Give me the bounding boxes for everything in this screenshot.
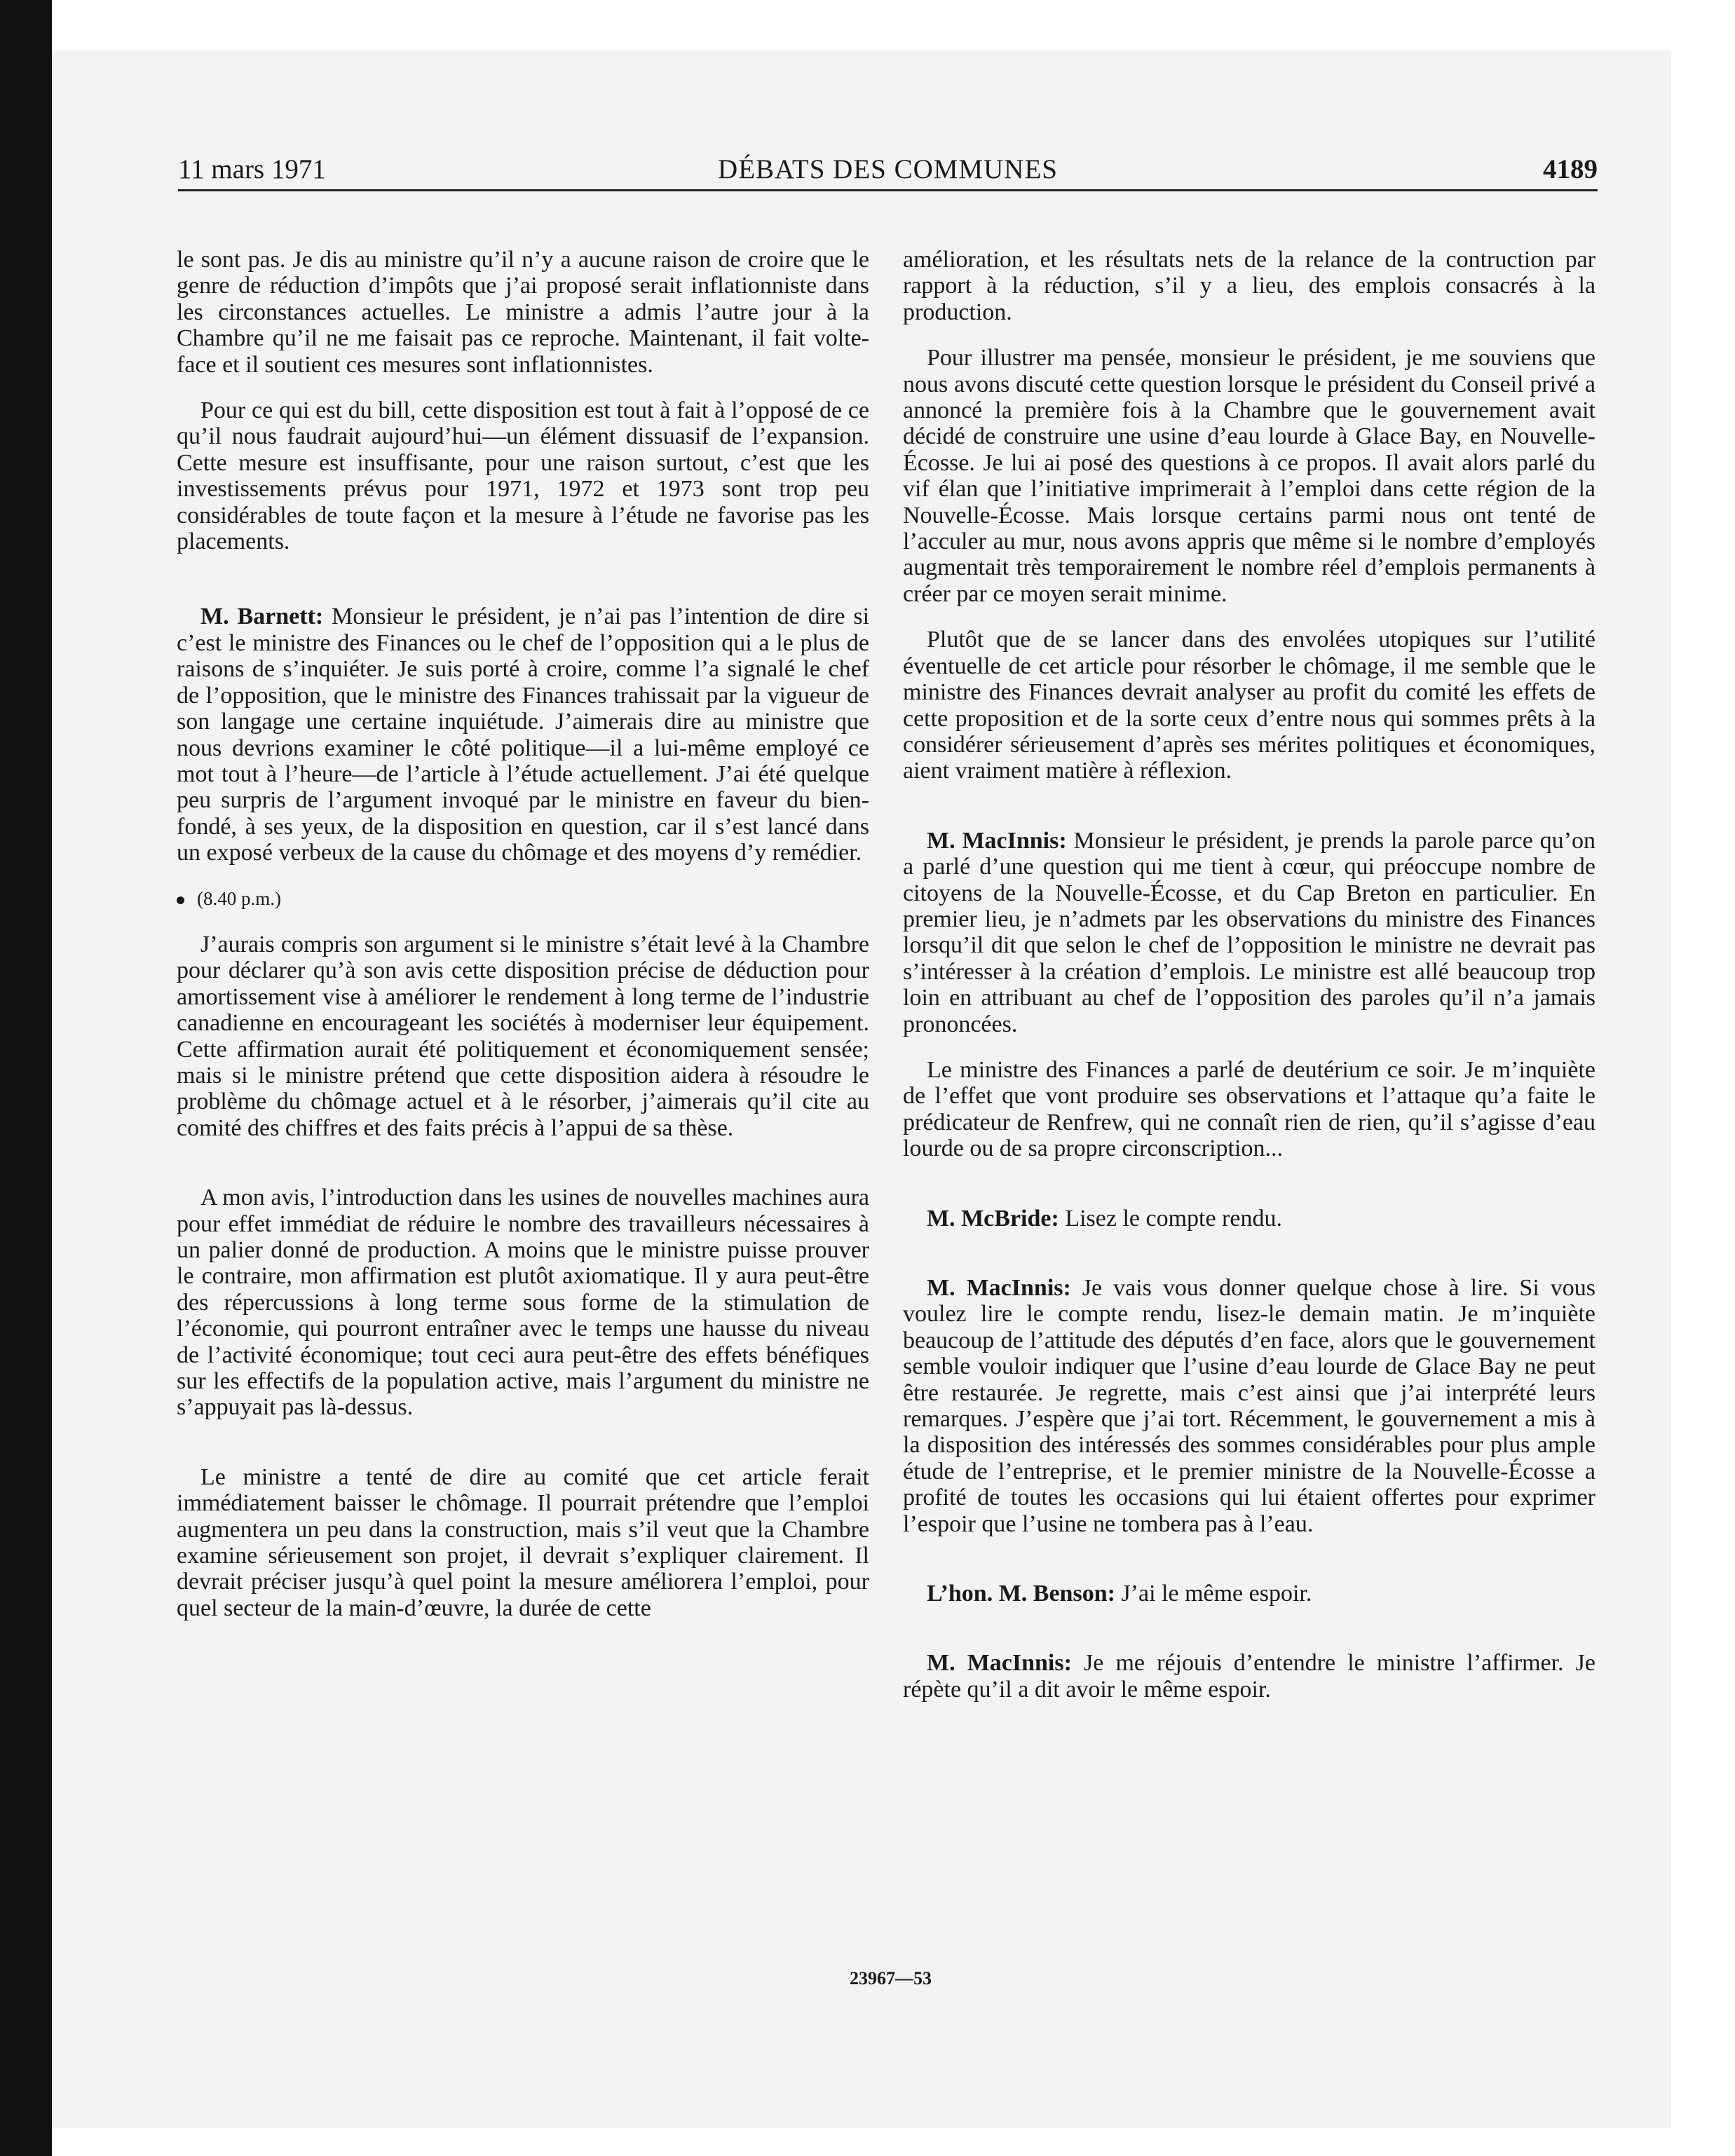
speaker-name: M. McBride: (927, 1205, 1059, 1231)
scan-border-top (52, 0, 1735, 50)
speech-text: J’ai le même espoir. (1121, 1581, 1312, 1607)
speaker-name: M. Barnett: (200, 603, 324, 630)
paragraph: le sont pas. Je dis au ministre qu’il n’y a aucune raison de croire que le genre de réduction d’impôts que j’ai proposé serait inflationniste dans les circonstances actuelles. Le ministre a admis l’autre jour à la Chambre qu’il ne me faisait pas ce reproche. Maintenant, il fait volte-face et il soutient ces mesures sont inflationnistes. (177, 247, 869, 378)
speaker-name: M. MacInnis: (927, 1650, 1072, 1677)
paragraph: Pour ce qui est du bill, cette disposition est tout à fait à l’opposé de ce qu’il nous faudrait aujourd’hui—un élément dissuasif de l’expansion. Cette mesure est insuffisante, pour une raison surtout, c’est que les investissements prévus pour 1971, 1972 et 1973 sont trop peu considérables de toute façon et la mesure à l’étude ne favorise pas les placements. (177, 397, 869, 555)
speech-paragraph (903, 1206, 1595, 1231)
left-column (177, 247, 869, 1641)
header-title: DÉBATS DES COMMUNES (718, 154, 1058, 184)
paragraph: Le ministre a tenté de dire au comité que cet article ferait immédiatement baisser le chômage. Il pourrait prétendre que l’emploi augmentera un peu dans la construction, mais s’il veut que la Chambre examine sérieusement son projet, il devrait s’expliquer clairement. Il devrait préciser jusqu’à quel point la mesure améliorera l’emploi, pour quel secteur de la main-d’œuvre, la durée de cette (177, 1464, 869, 1621)
paragraph: Plutôt que de se lancer dans des envolées utopiques sur l’utilité éventuelle de cet article pour résorber le chômage, il me semble que le ministre des Finances devrait analyser au profit du comité les effets de cette proposition et de la sorte ceux d’entre nous qui sommes prêts à la considérer sérieusement d’après ses mérites politiques et économiques, aient vraiment matière à réflexion. (903, 627, 1595, 784)
bullet-icon (177, 896, 184, 904)
speaker-name: L’hon. M. Benson: (927, 1581, 1115, 1607)
page-header (178, 153, 1598, 191)
speaker-name: M. MacInnis: (927, 827, 1067, 854)
scan-border-right (1707, 0, 1735, 2156)
speech-paragraph (903, 1275, 1595, 1537)
speech-text: Monsieur le président, je prends la parole parce qu’on a parlé d’une question qui me tient à cœur, qui préoccupe nombre de citoyens de la Nouvelle-Écosse, et du Cap Breton en particulier. En premier lieu, je n’admets par les observations du ministre des Finances lorsqu’il dit que selon le chef de l’opposition le ministre ne devrait pas s’intéresser à la création d’emplois. Le ministre est allé beaucoup trop loin en attribuant au chef de l’opposition des paroles qu’il n’a jamais prononcées. (903, 827, 1595, 1037)
paragraph: amélioration, et les résultats nets de la relance de la contruction par rapport à la réduction, s’il y a lieu, des emplois consacrés à la production. (903, 247, 1595, 325)
paragraph: A mon avis, l’introduction dans les usines de nouvelles machines aura pour effet immédiat de réduire le nombre des travailleurs nécessaires à un palier donné de production. A moins que le ministre puisse prouver le contraire, mon affirmation est plutôt axiomatique. Il y aura peut-être des répercussions à long terme sous forme de la stimulation de l’économie, qui pourront entraîner avec le temps une hausse du niveau de l’activité économique; tout ceci aura peut-être des effets bénéfiques sur les effectifs de la population active, mais l’argument du ministre ne s’appuyait pas là-dessus. (177, 1185, 869, 1421)
time-marker (177, 886, 869, 912)
speaker-name: M. MacInnis: (927, 1275, 1071, 1301)
speech-paragraph (903, 1650, 1595, 1703)
page-number: 4189 (1543, 154, 1598, 184)
paragraph: J’aurais compris son argument si le ministre s’était levé à la Chambre pour déclarer qu’à son avis cette disposition précise de déduction pour amortissement vise à améliorer le rendement à long terme de l’industrie canadienne en encourageant les sociétés à moderniser leur équipement. Cette affirmation aurait été politiquement et économiquement sensée; mais si le ministre prétend que cette disposition aidera à résoudre le problème du chômage actuel et à le résorber, j’aimerais qu’il cite au comité des chiffres et des faits précis à l’appui de sa thèse. (177, 931, 869, 1141)
time-text: (8.40 p.m.) (197, 887, 281, 909)
paragraph: Pour illustrer ma pensée, monsieur le président, je me souviens que nous avons discuté cette question lorsque le président du Conseil privé a annoncé la première fois à la Chambre que le gouvernement avait décidé de construire une usine d’eau lourde à Glace Bay, en Nouvelle-Écosse. Je lui ai posé des questions à ce propos. Il avait alors parlé du vif élan que l’initiative imprimerait à l’emploi dans cette région de la Nouvelle-Écosse. Mais lorsque certains parmi nous ont tenté de l’acculer au mur, nous avons appris que même si le nombre d’employés augmentait très temporairement le nombre réel d’emplois permanents à créer par ce moyen serait minime. (903, 345, 1595, 607)
speech-paragraph (177, 603, 869, 866)
speech-text: Je vais vous donner quelque chose à lire. Si vous voulez lire le compte rendu, lisez-le demain matin. Je m’inquiète beaucoup de l’attitude des députés d’en face, alors que le gouvernement semble vouloir indiquer que l’usine d’eau lourde de Glace Bay ne peut être restaurée. Je regrette, mais c’est ainsi que j’ai interprété leurs remarques. J’espère que j’ai tort. Récemment, le gouvernement a mis à la disposition des intéressés des sommes considérables pour plus ample étude de l’entreprise, et le premier ministre de la Nouvelle-Écosse a profité de toutes les occasions qui lui étaient offertes pour exprimer l’espoir que l’usine ne tombera pas à l’eau. (903, 1275, 1596, 1537)
speech-paragraph (903, 1581, 1595, 1606)
page-footer-code: 23967—53 (850, 1968, 932, 1988)
scan-border-left (0, 0, 52, 2156)
speech-text: Lisez le compte rendu. (1065, 1205, 1282, 1231)
speech-text: Monsieur le président, je n’ai pas l’intention de dire si c’est le ministre des Finances ou le chef de l’opposition qui a le plus de raisons de s’inquiéter. Je suis porté à croire, comme l’a signalé le chef de l’opposition, que le ministre des Finances trahissait par la vigueur de son langage une certaine inquiétude. J’aimerais dire au ministre que nous devrions examiner le côté politique—il a lui-même employé ce mot tout à l’heure—de l’article à l’étude actuellement. J’ai été quelque peu surpris de l’argument invoqué par le ministre en faveur du bien-fondé, à ses yeux, de la disposition en question, car il s’est lancé dans un exposé verbeux de la cause du chômage et des moyens d’y remédier. (177, 603, 870, 866)
paragraph: Le ministre des Finances a parlé de deutérium ce soir. Je m’inquiète de l’effet que vont produire ses observations et l’attaque qu’a faite le prédicateur de Renfrew, qui ne connaît rien de rien, qu’il s’agisse d’eau lourde ou de sa propre circonscription... (903, 1056, 1595, 1162)
speech-text: Je me réjouis d’entendre le ministre l’affirmer. Je répète qu’il a dit avoir le même espoir. (903, 1650, 1595, 1703)
speech-paragraph (903, 828, 1595, 1037)
header-date: 11 mars 1971 (178, 154, 326, 184)
right-column (903, 247, 1595, 1722)
